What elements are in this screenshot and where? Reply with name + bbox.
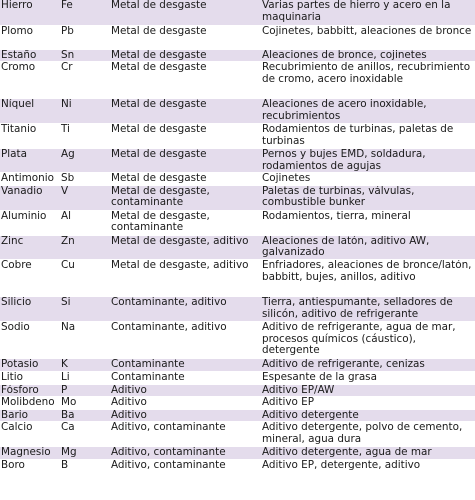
element-symbol-cell: Cr [58,62,110,99]
element-name-cell: Litio [0,372,58,385]
element-category-cell: Metal de desgaste [110,0,258,25]
element-uses-cell: Rodamientos de turbinas, paletas de turbinas [258,124,475,149]
element-uses-cell: Pernos y bujes EMD, soldadura, rodamientos de agujas [258,149,475,173]
element-uses-cell: Aleaciones de acero inoxidable, recubrimientos [258,99,475,124]
element-category-cell: Aditivo [110,409,258,422]
element-name-cell: Plata [0,149,58,173]
element-name-cell: Fósforo [0,384,58,397]
table-row [0,422,475,447]
table-row [0,49,475,62]
table-row [0,447,475,460]
element-name-cell: Magnesio [0,447,58,460]
element-category-cell: Metal de desgaste [110,25,258,49]
table-row [0,397,475,410]
table-row [0,460,475,473]
element-symbol-cell: Ag [58,149,110,173]
element-name-cell: Bario [0,409,58,422]
element-category-cell: Aditivo [110,397,258,410]
element-name-cell: Plomo [0,25,58,49]
element-symbol-cell: Zn [58,235,110,259]
element-category-cell: Aditivo [110,384,258,397]
element-symbol-cell: Ba [58,409,110,422]
element-category-cell: Metal de desgaste, contaminante [110,210,258,235]
table-row [0,409,475,422]
element-category-cell: Metal de desgaste [110,99,258,124]
element-uses-cell: Rodamientos, tierra, mineral [258,210,475,235]
element-name-cell: Níquel [0,99,58,124]
table-row [0,235,475,259]
element-name-cell: Antimonio [0,173,58,186]
element-category-cell: Metal de desgaste [110,62,258,99]
element-symbol-cell: Si [58,297,110,322]
element-uses-cell: Cojinetes [258,173,475,186]
table-row [0,149,475,173]
element-category-cell: Aditivo, contaminante [110,460,258,473]
element-category-cell: Metal de desgaste, aditivo [110,235,258,259]
element-symbol-cell: Sb [58,173,110,186]
table-row [0,384,475,397]
element-category-cell: Contaminante [110,372,258,385]
element-symbol-cell: Pb [58,25,110,49]
table-row [0,173,475,186]
element-category-cell: Metal de desgaste [110,173,258,186]
element-category-cell: Aditivo, contaminante [110,422,258,447]
element-uses-cell: Recubrimiento de anillos, recubrimiento de cromo, acero inoxidable [258,62,475,99]
table-row [0,99,475,124]
element-category-cell: Contaminante, aditivo [110,322,258,359]
element-symbol-cell: Na [58,322,110,359]
element-uses-cell: Aditivo detergente, polvo de cemento, mineral, agua dura [258,422,475,447]
element-symbol-cell: Ni [58,99,110,124]
element-symbol-cell: Ca [58,422,110,447]
element-symbol-cell: Al [58,210,110,235]
element-name-cell: Calcio [0,422,58,447]
table-row [0,124,475,149]
element-category-cell: Metal de desgaste [110,49,258,62]
element-symbol-cell: Sn [58,49,110,62]
element-symbol-cell: V [58,185,110,210]
element-name-cell: Vanadio [0,185,58,210]
element-symbol-cell: B [58,460,110,473]
element-uses-cell: Espesante de la grasa [258,372,475,385]
element-category-cell: Metal de desgaste, aditivo [110,260,258,297]
element-uses-cell: Cojinetes, babbitt, aleaciones de bronce [258,25,475,49]
element-name-cell: Aluminio [0,210,58,235]
element-name-cell: Cromo [0,62,58,99]
element-category-cell: Contaminante [110,359,258,372]
element-name-cell: Cobre [0,260,58,297]
element-uses-cell: Aditivo detergente [258,409,475,422]
element-category-cell: Contaminante, aditivo [110,297,258,322]
table-row [0,359,475,372]
element-uses-cell: Aditivo EP [258,397,475,410]
element-uses-cell: Paletas de turbinas, válvulas, combustible bunker [258,185,475,210]
table-row [0,25,475,49]
table-row [0,297,475,322]
element-name-cell: Molibdeno [0,397,58,410]
element-name-cell: Titanio [0,124,58,149]
table-row [0,62,475,99]
element-symbol-cell: Mg [58,447,110,460]
table-row [0,372,475,385]
element-symbol-cell: P [58,384,110,397]
element-uses-cell: Aditivo de refrigerante, cenizas [258,359,475,372]
element-symbol-cell: Li [58,372,110,385]
element-name-cell: Boro [0,460,58,473]
element-uses-cell: Enfriadores, aleaciones de bronce/latón, babbitt, bujes, anillos, aditivo [258,260,475,297]
table-row [0,210,475,235]
element-symbol-cell: Fe [58,0,110,25]
element-name-cell: Sodio [0,322,58,359]
element-name-cell: Estaño [0,49,58,62]
element-symbol-cell: Ti [58,124,110,149]
element-name-cell: Potasio [0,359,58,372]
table-row [0,260,475,297]
element-category-cell: Metal de desgaste [110,149,258,173]
element-symbol-cell: Mo [58,397,110,410]
element-uses-cell: Aditivo EP, detergente, aditivo [258,460,475,473]
element-category-cell: Metal de desgaste [110,124,258,149]
element-uses-cell: Aleaciones de latón, aditivo AW, galvanizado [258,235,475,259]
table-row [0,322,475,359]
element-symbol-cell: Cu [58,260,110,297]
element-uses-cell: Varias partes de hierro y acero en la maquinaria [258,0,475,25]
element-uses-cell: Aditivo EP/AW [258,384,475,397]
element-symbol-cell: K [58,359,110,372]
element-uses-cell: Tierra, antiespumante, selladores de silicón, aditivo de refrigerante [258,297,475,322]
element-name-cell: Zinc [0,235,58,259]
element-name-cell: Silicio [0,297,58,322]
element-uses-cell: Aditivo de refrigerante, agua de mar, procesos químicos (cáustico), detergente [258,322,475,359]
table-row [0,185,475,210]
element-uses-cell: Aleaciones de bronce, cojinetes [258,49,475,62]
element-category-cell: Metal de desgaste, contaminante [110,185,258,210]
table-row [0,0,475,25]
element-category-cell: Aditivo, contaminante [110,447,258,460]
element-name-cell: Hierro [0,0,58,25]
element-uses-cell: Aditivo detergente, agua de mar [258,447,475,460]
